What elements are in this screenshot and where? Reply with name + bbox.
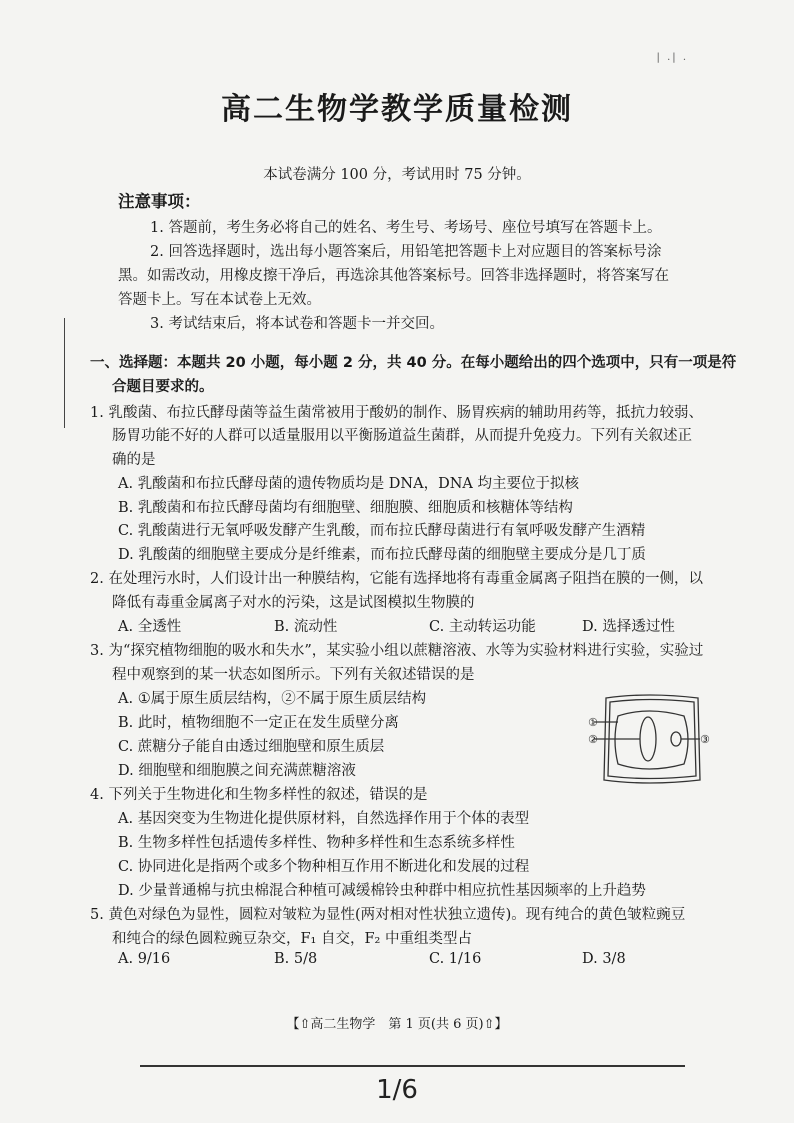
question-3-stem: 程中观察到的某一状态如图所示。下列有关叙述错误的是 bbox=[112, 667, 475, 683]
question-1-stem: 1. 乳酸菌、布拉氏酵母菌等益生菌常被用于酸奶的制作、肠胃疾病的辅助用药等，抵抗力较弱、 bbox=[90, 405, 703, 421]
question-3-option-d: D. 细胞壁和细胞膜之间充满蔗糖溶液 bbox=[118, 763, 356, 779]
nucleus bbox=[671, 732, 681, 746]
notice-line: 答题卡上。写在本试卷上无效。 bbox=[118, 292, 321, 308]
question-5-option-b: B. 5/8 bbox=[274, 951, 318, 967]
question-2-stem: 2. 在处理污水时，人们设计出一种膜结构，它能有选择地将有毒重金属离子阻挡在膜的一侧，以 bbox=[90, 571, 703, 587]
question-1-option-a: A. 乳酸菌和布拉氏酵母菌的遗传物质均是 DNA，DNA 均主要位于拟核 bbox=[118, 476, 579, 492]
notice-line: 黑。如需改动，用橡皮擦干净后，再选涂其他答案标号。回答非选择题时，将答案写在 bbox=[118, 268, 669, 284]
question-4-stem: 4. 下列关于生物进化和生物多样性的叙述，错误的是 bbox=[90, 787, 428, 803]
question-5-stem: 和纯合的绿色圆粒豌豆杂交，F₁ 自交，F₂ 中重组类型占 bbox=[112, 931, 472, 947]
exam-info: 本试卷满分 100 分，考试用时 75 分钟。 bbox=[263, 167, 531, 183]
corner-mark: | .| . bbox=[656, 52, 688, 63]
question-5-option-d: D. 3/8 bbox=[582, 951, 626, 967]
margin-rule bbox=[64, 318, 65, 428]
figure-label-3: ③ bbox=[700, 733, 710, 746]
notice-line: 2. 回答选择题时，选出每小题答案后，用铅笔把答题卡上对应题目的答案标号涂 bbox=[150, 244, 662, 260]
page-indicator: 1/6 bbox=[376, 1075, 418, 1105]
question-2-option-c: C. 主动转运功能 bbox=[429, 619, 536, 635]
question-3-option-b: B. 此时，植物细胞不一定正在发生质壁分离 bbox=[118, 715, 399, 731]
page-title: 高二生物学教学质量检测 bbox=[221, 92, 573, 127]
question-3-option-a: A. ①属于原生质层结构，②不属于原生质层结构 bbox=[118, 691, 427, 707]
question-5-option-a: A. 9/16 bbox=[118, 951, 171, 967]
question-3-option-c: C. 蔗糖分子能自由透过细胞壁和原生质层 bbox=[118, 739, 385, 755]
question-2-stem: 降低有毒重金属离子对水的污染，这是试图模拟生物膜的 bbox=[112, 595, 475, 611]
question-1-option-b: B. 乳酸菌和布拉氏酵母菌均有细胞壁、细胞膜、细胞质和核糖体等结构 bbox=[118, 500, 573, 516]
question-1-stem: 肠胃功能不好的人群可以适量服用以平衡肠道益生菌群，从而提升免疫力。下列有关叙述正 bbox=[112, 428, 692, 444]
figure-label-2: ② bbox=[588, 733, 598, 746]
question-2-option-a: A. 全透性 bbox=[118, 619, 182, 635]
plant-cell-diagram bbox=[588, 692, 712, 788]
scan-edge-line bbox=[140, 1065, 685, 1067]
question-2-option-b: B. 流动性 bbox=[274, 619, 338, 635]
question-5-stem: 5. 黄色对绿色为显性，圆粒对皱粒为显性(两对相对性状独立遗传)。现有纯合的黄色皱粒豌豆 bbox=[90, 907, 686, 923]
page-footer: 【⇧高二生物学 第 1 页(共 6 页)⇧】 bbox=[286, 1017, 508, 1032]
question-1-option-d: D. 乳酸菌的细胞壁主要成分是纤维素，而布拉氏酵母菌的细胞壁主要成分是几丁质 bbox=[118, 547, 646, 563]
figure-label-1: ① bbox=[588, 716, 598, 729]
notice-line: 1. 答题前，考生务必将自己的姓名、考生号、考场号、座位号填写在答题卡上。 bbox=[150, 220, 662, 236]
question-1-stem: 确的是 bbox=[112, 452, 156, 468]
notice-heading: 注意事项： bbox=[118, 192, 201, 211]
section-heading: 一、选择题：本题共 20 小题，每小题 2 分，共 40 分。在每小题给出的四个选项中，只有一项是符 bbox=[90, 355, 737, 371]
question-4-option-d: D. 少量普通棉与抗虫棉混合种植可减缓棉铃虫种群中相应抗性基因频率的上升趋势 bbox=[118, 883, 646, 899]
notice-line: 3. 考试结束后，将本试卷和答题卡一并交回。 bbox=[150, 316, 444, 332]
question-5-option-c: C. 1/16 bbox=[429, 951, 482, 967]
question-1-option-c: C. 乳酸菌进行无氧呼吸发酵产生乳酸，而布拉氏酵母菌进行有氧呼吸发酵产生酒精 bbox=[118, 523, 646, 539]
question-3-stem: 3. 为“探究植物细胞的吸水和失水”，某实验小组以蔗糖溶液、水等为实验材料进行实验，实验过 bbox=[90, 643, 704, 659]
question-4-option-c: C. 协同进化是指两个或多个物种相互作用不断进化和发展的过程 bbox=[118, 859, 530, 875]
section-heading-cont: 合题目要求的。 bbox=[112, 379, 214, 395]
question-2-option-d: D. 选择透过性 bbox=[582, 619, 675, 635]
vacuole bbox=[640, 717, 656, 761]
question-4-option-a: A. 基因突变为生物进化提供原材料，自然选择作用于个体的表型 bbox=[118, 811, 530, 827]
question-4-option-b: B. 生物多样性包括遗传多样性、物种多样性和生态系统多样性 bbox=[118, 835, 515, 851]
